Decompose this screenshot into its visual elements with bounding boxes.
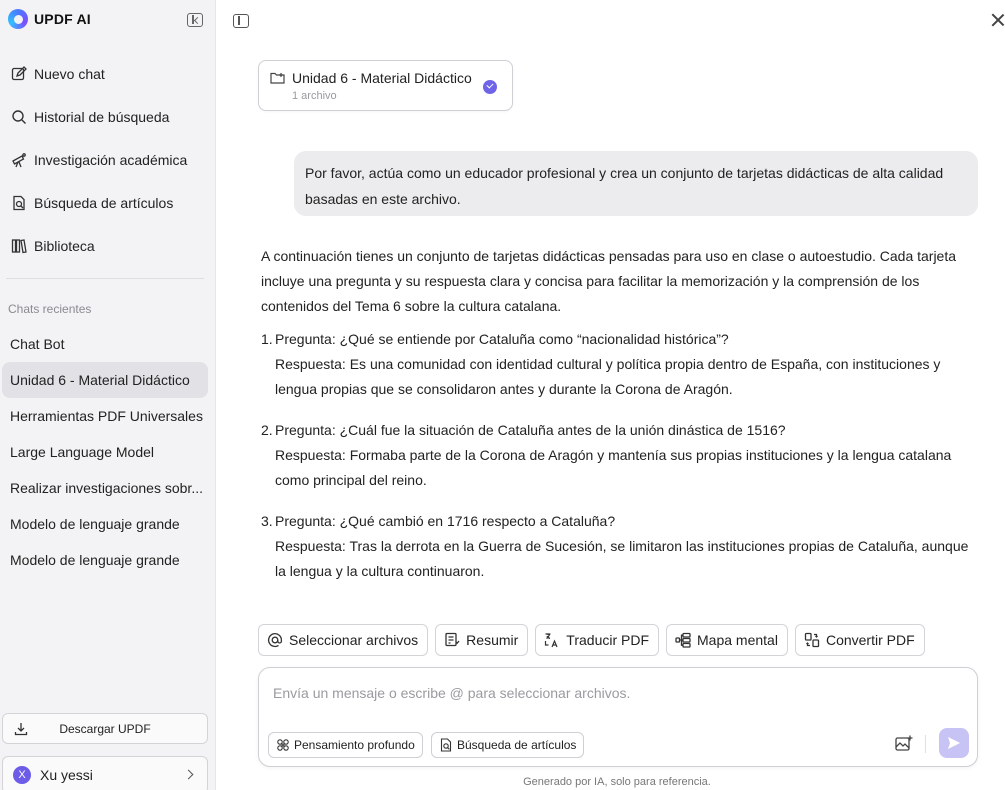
sidebar-item-label: Historial de búsqueda (34, 108, 170, 125)
app-name: UPDF AI (34, 11, 91, 27)
flashcard-item (261, 327, 981, 402)
at-icon (267, 632, 283, 648)
recent-chat-label: Modelo de lenguaje grande (10, 552, 180, 568)
select-files-button[interactable] (258, 624, 428, 656)
download-icon (14, 722, 28, 736)
attached-file-card[interactable] (258, 60, 513, 111)
recent-chat-label: Chat Bot (10, 336, 65, 352)
flashcard-question: Pregunta: ¿Cuál fue la situación de Cataluña antes de la unión dinástica de 1516? (275, 422, 786, 438)
ai-disclaimer: Generado por IA, solo para referencia. (523, 776, 711, 788)
convert-icon (804, 632, 820, 648)
recent-chat-item[interactable] (2, 506, 208, 542)
recent-chat-item[interactable] (2, 542, 208, 578)
file-title: Unidad 6 - Material Didáctico (292, 70, 472, 86)
flashcard-question: Pregunta: ¿Qué cambió en 1716 respecto a Cataluña? (275, 513, 616, 529)
flashcard-number: 1. (261, 331, 273, 347)
download-updf-button[interactable] (2, 713, 208, 744)
sidebar-item-label: Investigación académica (34, 151, 188, 168)
summary-icon (444, 632, 460, 648)
message-composer (258, 667, 978, 767)
edit-icon (11, 66, 27, 82)
chip-label: Traducir PDF (566, 632, 650, 648)
recent-chat-label: Realizar investigaciones sobr... (10, 480, 203, 496)
article-search-label: Búsqueda de artículos (457, 738, 577, 752)
brand (8, 9, 91, 29)
search-icon (11, 109, 27, 125)
send-icon (947, 736, 961, 750)
mindmap-icon (675, 632, 691, 648)
answer-intro: A continuación tienes un conjunto de tarjetas didácticas pensadas para uso en clase o autoestudio. Cada tarjeta incluye una pregunta y su respuesta clara y concisa para facilitar la memorización y la comprensión de los contenidos del Tema 6 sobre la cultura catalana. (261, 248, 957, 314)
flashcard-answer: Respuesta: Formaba parte de la Corona de Aragón y mantenía sus propias instituciones y la lengua catalana como principal del reino. (275, 447, 952, 488)
recent-chat-item-active[interactable] (2, 362, 208, 398)
updf-logo-icon (8, 9, 28, 29)
flashcard-answer: Respuesta: Es una comunidad con identidad cultural y política propia dentro de España, con instituciones y lengua propias que se consolidaron antes y durante la Corona de Aragón. (275, 356, 941, 397)
recent-chat-label: Unidad 6 - Material Didáctico (10, 372, 190, 388)
sidebar-nav (0, 52, 216, 267)
sidebar-item-label: Búsqueda de artículos (34, 194, 174, 211)
deep-thinking-toggle[interactable] (268, 732, 423, 758)
recent-chats-heading: Chats recientes (8, 302, 92, 316)
recent-chat-label: Modelo de lenguaje grande (10, 516, 180, 532)
collapse-sidebar-icon[interactable] (187, 13, 203, 27)
sidebar (0, 0, 216, 790)
document-search-icon (11, 195, 27, 211)
user-account-row[interactable] (2, 756, 208, 790)
image-upload-icon[interactable] (894, 734, 914, 754)
flashcard-item (261, 418, 981, 493)
chevron-right-icon (184, 770, 194, 780)
summarize-button[interactable] (435, 624, 528, 656)
chip-label: Resumir (466, 632, 519, 648)
folder-icon (270, 72, 285, 84)
sidebar-item-label: Nuevo chat (34, 65, 105, 82)
article-search-toggle[interactable] (431, 732, 584, 758)
sidebar-item-academic-research[interactable] (0, 138, 216, 181)
library-icon (11, 238, 27, 254)
deep-thinking-label: Pensamiento profundo (294, 738, 415, 752)
sidebar-item-label: Biblioteca (34, 237, 95, 254)
translate-icon (544, 632, 560, 648)
chip-label: Convertir PDF (825, 632, 915, 648)
close-icon[interactable] (991, 13, 1005, 27)
check-badge-icon (483, 80, 497, 94)
chip-label: Seleccionar archivos (289, 632, 419, 648)
user-message-bubble: Por favor, actúa como un educador profesional y crea un conjunto de tarjetas didácticas de alta calidad basadas en este archivo. (294, 151, 978, 216)
document-search-icon (439, 738, 453, 752)
chip-label: Mapa mental (697, 632, 778, 648)
file-count: 1 archivo (292, 90, 337, 102)
recent-chat-item[interactable] (2, 434, 208, 470)
flashcard-number: 3. (261, 513, 273, 529)
mind-map-button[interactable] (666, 624, 788, 656)
sidebar-item-search-history[interactable] (0, 95, 216, 138)
recent-chat-item[interactable] (2, 470, 208, 506)
flashcard-number: 2. (261, 422, 273, 438)
telescope-icon (11, 152, 27, 168)
user-name: Xu yessi (40, 767, 93, 783)
download-updf-label: Descargar UPDF (59, 721, 151, 736)
sidebar-item-article-search[interactable] (0, 181, 216, 224)
recent-chat-item[interactable] (2, 398, 208, 434)
brain-icon (276, 738, 290, 752)
composer-divider (925, 735, 926, 753)
sidebar-item-new-chat[interactable] (0, 52, 216, 95)
convert-pdf-button[interactable] (795, 624, 925, 656)
recent-chats-list (0, 326, 216, 578)
toggle-panel-icon[interactable] (233, 14, 249, 28)
quick-actions-bar (258, 624, 925, 656)
avatar: X (13, 766, 31, 784)
recent-chat-label: Large Language Model (10, 444, 155, 460)
recent-chat-item[interactable] (2, 326, 208, 362)
message-input[interactable] (273, 682, 953, 704)
flashcard-item (261, 509, 981, 584)
recent-chat-label: Herramientas PDF Universales (10, 408, 203, 424)
sidebar-item-library[interactable] (0, 224, 216, 267)
translate-pdf-button[interactable] (535, 624, 659, 656)
sidebar-divider (6, 278, 204, 279)
flashcard-question: Pregunta: ¿Qué se entiende por Cataluña como “nacionalidad histórica”? (275, 331, 729, 347)
flashcard-answer: Respuesta: Tras la derrota en la Guerra de Sucesión, se limitaron las instituciones propias de Cataluña, aunque la lengua y la cultura continuaron. (275, 538, 969, 579)
assistant-answer (261, 244, 981, 600)
send-button[interactable] (939, 728, 969, 758)
chat-panel (217, 0, 1005, 790)
